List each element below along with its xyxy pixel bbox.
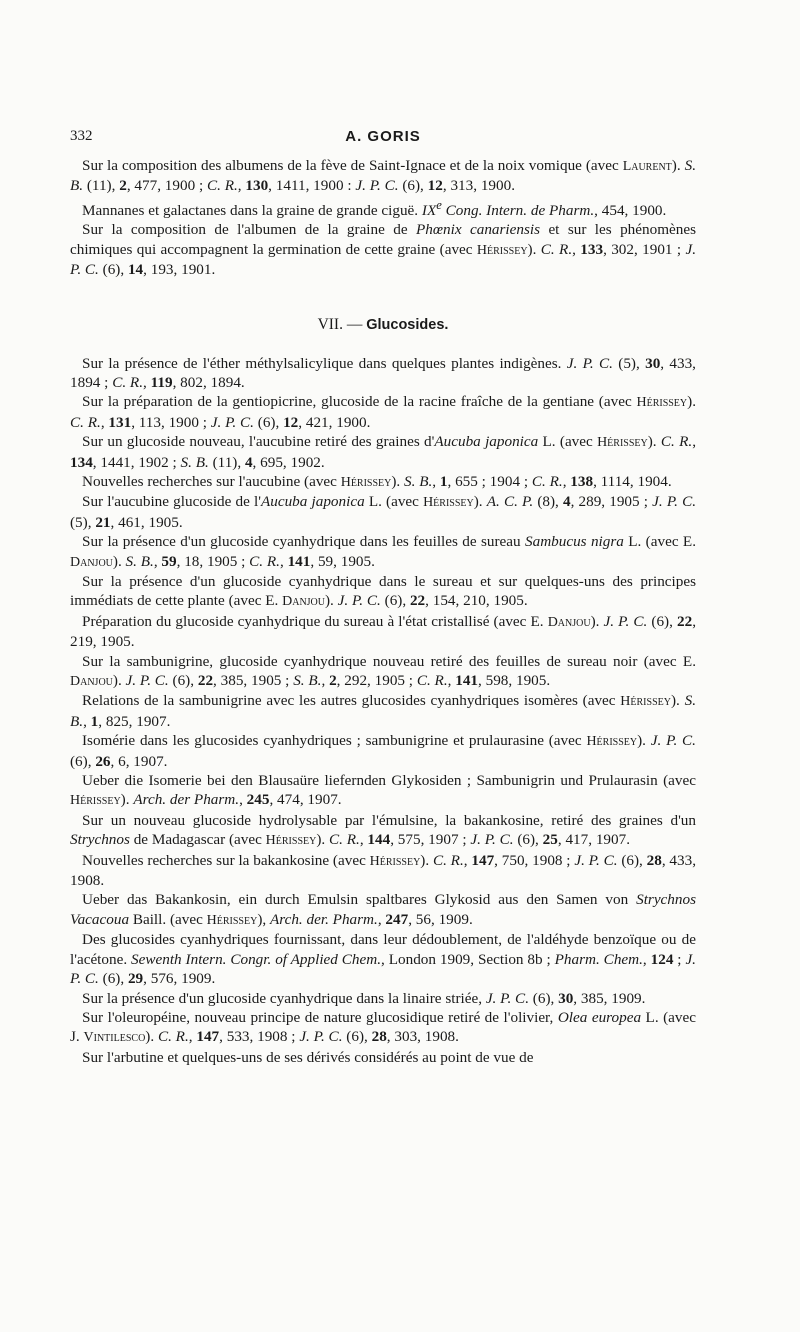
bibliography-entry: Ueber die Isomerie bei den Blausaüre liefernden Glykosiden ; Sambunigrin und Prulaurasin (avec Hérissey). Arch. der Pharm., 245, 474, 1907. — [70, 772, 696, 809]
bibliography-entry: Sur l'arbutine et quelques-uns de ses dérivés considérés au point de vue de — [82, 1048, 534, 1066]
bibliography-entry: Sur un glucoside nouveau, l'aucubine retiré des graines d'Aucuba japonica L. (avec Hérissey). C. R., 134, 1441, 1902 ; S. B. (11), 4, 695, 1902. — [70, 433, 696, 471]
bibliography-list-previous — [70, 156, 696, 280]
section-number: VII. — [317, 315, 343, 333]
bibliography-entry: Sur la présence d'un glucoside cyanhydrique dans la linaire striée, J. P. C. (6), 30, 385, 1909. — [82, 989, 646, 1007]
bibliography-entry: Nouvelles recherches sur la bakankosine (avec Hérissey). C. R., 147, 750, 1908 ; J. P. C. (6), 28, 433, 1908. — [70, 851, 696, 890]
bibliography-entry: Sur l'aucubine glucoside de l'Aucuba japonica L. (avec Hérissey). A. C. P. (8), 4, 289, 1905 ; J. P. C. (5), 21, 461, 1905. — [70, 493, 697, 531]
bibliography-entry: Sur la composition de l'albumen de la graine de Phœnix canariensis et sur les phénomènes chimiques qui accompagnent la germination de cette graine (avec Hérissey). C. R., 133, 302, 1901 ; J. P. C. (6), 14, 193, 1901. — [70, 221, 696, 279]
bibliography-entry: Sur la préparation de la gentiopicrine, glucoside de la racine fraîche de la gentiane (avec Hérissey). C. R., 131, 113, 1900 ; J. P. C. (6), 12, 421, 1900. — [70, 393, 696, 431]
bibliography-entry: Sur la composition des albumens de la fève de Saint-Ignace et de la noix vomique (avec Laurent). S. B. (11), 2, 477, 1900 ; C. R., 130, 1411, 1900 : J. P. C. (6), 12, 313, 1900. — [70, 157, 696, 195]
bibliography-entry: Relations de la sambunigrine avec les autres glucosides cyanhydriques isomères (avec Hérissey). S. B., 1, 825, 1907. — [70, 692, 696, 730]
bibliography-entry: Mannanes et galactanes dans la graine de grande ciguë. IXe Cong. Intern. de Pharm., 454, 1900. — [82, 197, 667, 219]
page-number: 332 — [70, 128, 93, 144]
bibliography-list-glucosides — [70, 354, 696, 1068]
bibliography-entry: Sur la présence d'un glucoside cyanhydrique dans les feuilles de sureau Sambucus nigra L. (avec E. Danjou). S. B., 59, 18, 1905 ; C. R., 141, 59, 1905. — [70, 533, 697, 570]
running-head: A. GORIS — [345, 128, 421, 145]
bibliography-entry: Sur l'oleuropéine, nouveau principe de nature glucosidique retiré de l'olivier, Olea europea L. (avec J. Vintilesco). C. R., 147, 533, 1908 ; J. P. C. (6), 28, 303, 1908. — [70, 1008, 696, 1046]
bibliography-entry: Ueber das Bakankosin, ein durch Emulsin spaltbares Glykosid aus den Samen von Strychnos Vacacoua Baill. (avec Hérissey), Arch. der. Pharm., 247, 56, 1909. — [70, 891, 696, 928]
section-heading — [70, 316, 696, 334]
bibliography-entry: Nouvelles recherches sur l'aucubine (avec Hérissey). S. B., 1, 655 ; 1904 ; C. R., 138, 1114, 1904. — [82, 472, 672, 490]
bibliography-entry: Sur la sambunigrine, glucoside cyanhydrique nouveau retiré des feuilles de sureau noir (avec E. Danjou). J. P. C. (6), 22, 385, 1905 ; S. B., 2, 292, 1905 ; C. R., 141, 598, 1905. — [70, 652, 696, 689]
bibliography-entry: Sur la présence d'un glucoside cyanhydrique dans le sureau et sur quelques-uns des principes immédiats de cette plante (avec E. Danjou). J. P. C. (6), 22, 154, 210, 1905. — [70, 572, 696, 610]
page-header — [70, 128, 696, 152]
bibliography-entry: Sur un nouveau glucoside hydrolysable par l'émulsine, la bakankosine, retiré des graines d'un Strychnos de Madagascar (avec Hérissey). C. R., 144, 575, 1907 ; J. P. C. (6), 25, 417, 1907. — [70, 811, 696, 849]
bibliography-entry: Isomérie dans les glucosides cyanhydriques ; sambunigrine et prulaurasine (avec Hérissey). J. P. C. (6), 26, 6, 1907. — [70, 732, 696, 770]
section-dash: — — [346, 315, 363, 333]
bibliography-entry: Des glucosides cyanhydriques fournissant, dans leur dédoublement, de l'aldéhyde benzoïque ou de l'acétone. Sewenth Intern. Congr. of Applied Chem., London 1909, Section 8b ; Pharm. Chem., 124 ; J. P. C. (6), 29, 576, 1909. — [70, 931, 696, 988]
bibliography-entry: Préparation du glucoside cyanhydrique du sureau à l'état cristallisé (avec E. Danjou). J. P. C. (6), 22, 219, 1905. — [70, 612, 696, 651]
bibliography-entry: Sur la présence de l'éther méthylsalicylique dans quelques plantes indigènes. J. P. C. (5), 30, 433, 1894 ; C. R., 119, 802, 1894. — [70, 354, 696, 391]
section-label: Glucosides. — [366, 316, 449, 333]
